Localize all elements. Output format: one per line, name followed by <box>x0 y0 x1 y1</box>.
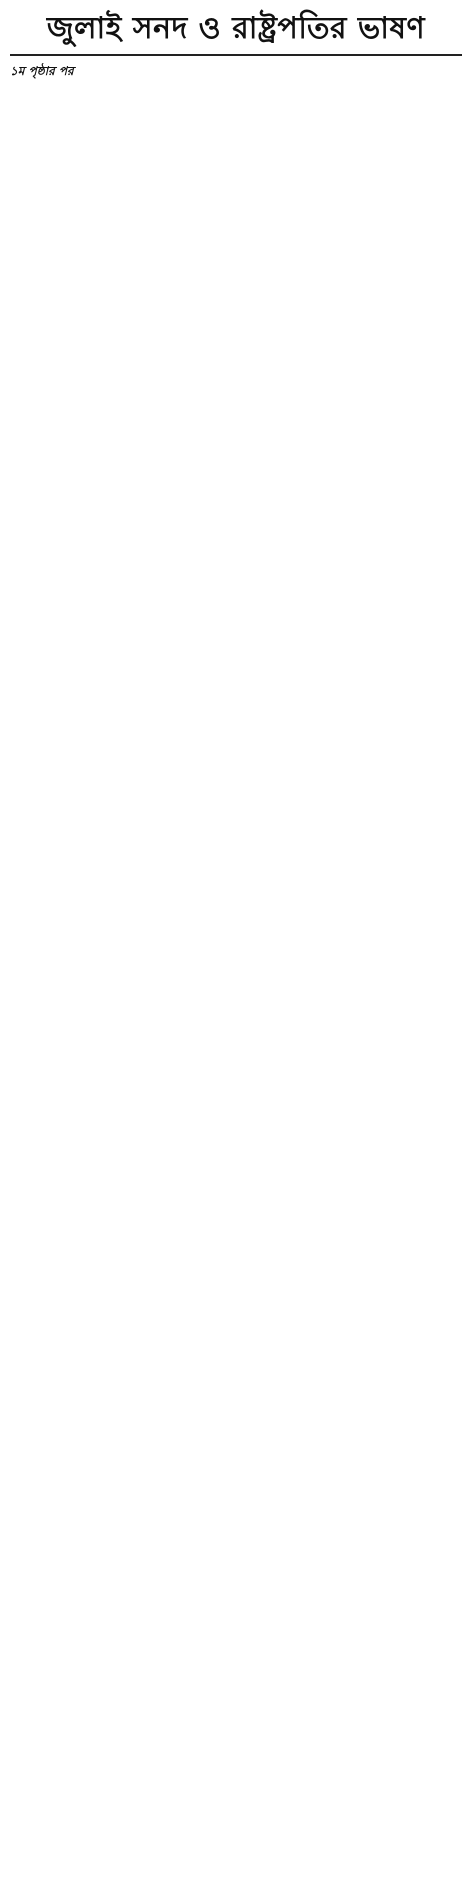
article-paragraph <box>10 1229 462 1333</box>
article-paragraph <box>10 1336 462 1422</box>
article-paragraph <box>10 1621 462 1725</box>
article-paragraph <box>10 82 462 100</box>
article-body <box>10 82 462 1880</box>
article-paragraph <box>10 1158 462 1226</box>
article-paragraph <box>10 740 462 864</box>
article-paragraph <box>10 978 462 1066</box>
article-paragraph <box>10 404 462 570</box>
article-paragraph <box>10 1425 462 1529</box>
continued-from-page-label: ১ম পৃষ্ঠার পর <box>10 64 74 78</box>
article-paragraph <box>10 1069 462 1155</box>
article-paragraph <box>10 216 462 401</box>
article-paragraph <box>10 1728 462 1868</box>
article-paragraph <box>10 1871 462 1880</box>
article-paragraph <box>10 573 462 737</box>
article-paragraph <box>10 103 462 213</box>
article-paragraph <box>10 1532 462 1618</box>
article-headline: জুলাই সনদ ও রাষ্ট্রপতির ভাষণ <box>10 8 462 56</box>
article-paragraph <box>10 867 462 975</box>
